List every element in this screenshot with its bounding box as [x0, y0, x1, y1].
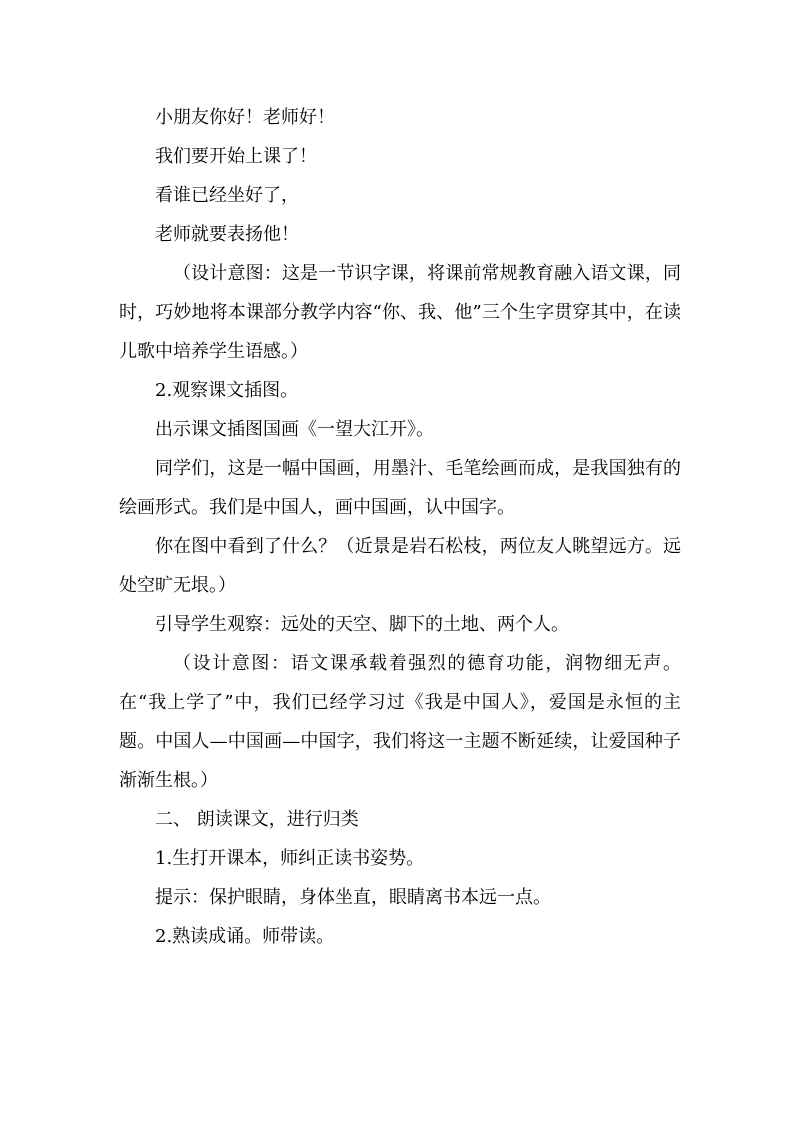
paragraph-sit-well: 看谁已经坐好了， [155, 185, 299, 206]
paragraph-what-see: 你在图中看到了什么？（近景是岩石松枝，两位友人眺望远方。远处空旷无垠。） [119, 536, 681, 596]
paragraph-recite: 2.熟读成诵。师带读。 [155, 926, 335, 947]
paragraph-chinese-painting: 同学们，这是一幅中国画，用墨汁、毛笔绘画而成，是我国独有的绘画形式。我们是中国人，画中国画，认中国字。 [119, 458, 681, 518]
paragraph-greeting: 小朋友你好！老师好！ [155, 107, 335, 128]
paragraph-observe-illustration: 2.观察课文插图。 [155, 380, 299, 401]
paragraph-open-book: 1.生打开课本，师纠正读书姿势。 [155, 848, 425, 869]
paragraph-tip: 提示：保护眼睛，身体坐直，眼睛离书本远一点。 [155, 887, 551, 908]
paragraph-praise: 老师就要表扬他！ [155, 224, 299, 245]
paragraph-design-intent-1: （设计意图：这是一节识字课，将课前常规教育融入语文课，同时，巧妙地将本课部分教学内容“你、我、他”三个生字贯穿其中，在读儿歌中培养学生语感。） [119, 263, 681, 362]
paragraph-show-painting: 出示课文插图国画《一望大江开》。 [155, 419, 434, 440]
document-body [119, 98, 681, 956]
paragraph-start-class: 我们要开始上课了！ [155, 146, 317, 167]
paragraph-guide-observe: 引导学生观察：远处的天空、脚下的土地、两个人。 [155, 614, 569, 635]
paragraph-design-intent-2: （设计意图：语文课承载着强烈的德育功能，润物细无声。在“我上学了”中，我们已经学习过《我是中国人》，爱国是永恒的主题。中国人—中国画—中国字，我们将这一主题不断延续，让爱国种子渐渐生根。） [119, 653, 681, 791]
section-heading-read-classify: 二、 朗读课文，进行归类 [155, 809, 359, 830]
